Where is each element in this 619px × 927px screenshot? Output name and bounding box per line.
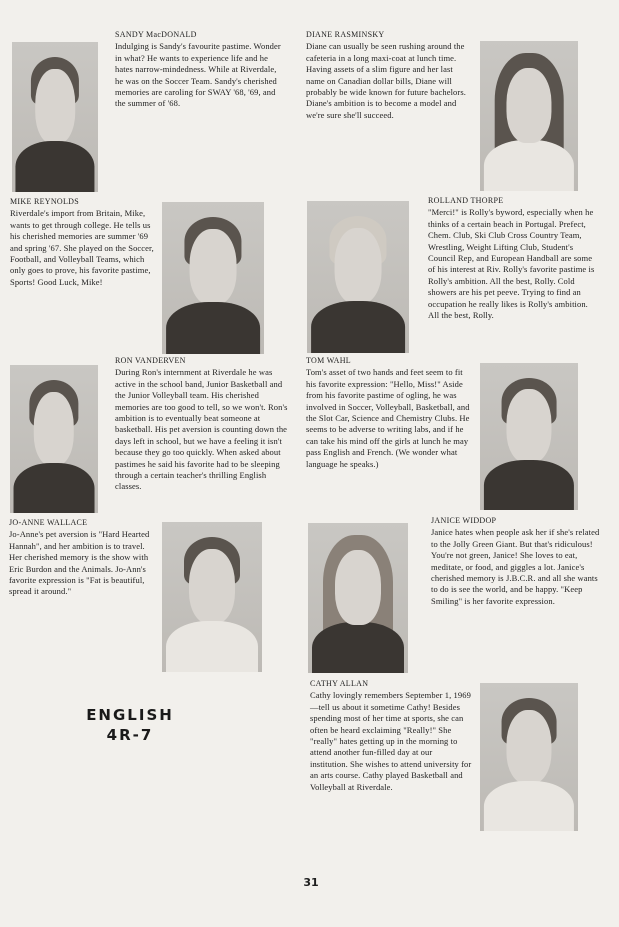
- bio-mike: [10, 196, 160, 288]
- student-bio-text: Indulging is Sandy's favourite pastime. Wonder in what? He wants to experience life and he hates narrow-mindedness. While at Riverdale, he was on the Soccer Team. Sandy's cherished memories are caroling for SWAY '68, '69, and the summer of '68.: [115, 41, 281, 109]
- portrait-photo-diane: [480, 41, 578, 191]
- bio-diane: [306, 29, 468, 121]
- portrait-photo-cathy: [480, 683, 578, 831]
- portrait-photo-mike: [162, 202, 264, 354]
- bio-janice: [431, 515, 603, 607]
- bio-sandy: [115, 29, 283, 110]
- class-title: [80, 705, 180, 745]
- portrait-photo-jo-anne: [162, 522, 262, 672]
- student-name: SANDY MacDONALD: [115, 30, 197, 39]
- class-title-code: 4R-7: [106, 726, 154, 744]
- student-name: MIKE REYNOLDS: [10, 197, 80, 206]
- student-bio-text: Tom's asset of two hands and feet seem to fit his favorite expression: "Hello, Miss!" Aside from his favorite pastime of ogling, he was involved in Soccer, Volleyball, Basketball, and the Slot Car, Science and Chemistry Clubs. He seems to be adverse to writing labs, and if he can take his mind off the girls at lunch he may pass English and French. (We wonder what language he speaks.): [306, 367, 470, 469]
- student-bio-text: Janice hates when people ask her if she's related to the Jolly Green Giant. But that's ridiculous! You're not green, Janice! She loves to eat, meditate, or food, and giggles a lot. Janice's cherished memory is J.B.C.R. and all she wants to do is see the world, and be happy. "Keep Smiling" is her favorite expression.: [431, 527, 600, 606]
- student-name: JO-ANNE WALLACE: [9, 518, 88, 527]
- student-bio-text: Jo-Anne's pet aversion is "Hard Hearted Hannah", and her ambition is to travel. Her cherished memory is the show with Eric Burdon and the Animals. Jo-Ann's favorite expression is "Fat is beautiful, spread it around.": [9, 529, 150, 597]
- bio-jo-anne: [9, 517, 159, 598]
- portrait-photo-janice: [308, 523, 408, 673]
- portrait-photo-rolland: [307, 201, 409, 353]
- student-bio-text: Riverdale's import from Britain, Mike, wants to get through college. He tells us his cherished memories are summer '69 and spring '67. She played on the Soccer, Football, and Volleyball Teams, which only goes to prove, his favorite pastime, Sports! Good Luck, Mike!: [10, 208, 154, 287]
- student-name: JANICE WIDDOP: [431, 516, 497, 525]
- portrait-photo-tom: [480, 363, 578, 510]
- student-name: CATHY ALLAN: [310, 679, 369, 688]
- student-name: TOM WAHL: [306, 356, 351, 365]
- student-bio-text: During Ron's internment at Riverdale he was active in the school band, Junior Basketball and the Junior Volleyball team. His cherished memories are too good to tell, so we won't. Ron's ambition is to eventually beat someone at basketball. His pet aversion is counting down the days left in school, but we have a feeling it isn't because they go too quickly. When asked about pastimes he said his favorite had to be sleeping through a certain teacher's thrilling English classes.: [115, 367, 288, 492]
- portrait-photo-sandy: [12, 42, 98, 192]
- portrait-photo-ron: [10, 365, 98, 513]
- bio-rolland: [428, 195, 600, 321]
- student-name: ROLLAND THORPE: [428, 196, 504, 205]
- bio-ron: [115, 355, 291, 493]
- student-name: RON VANDERVEN: [115, 356, 186, 365]
- student-name: DIANE RASMINSKY: [306, 30, 385, 39]
- student-bio-text: Cathy lovingly remembers September 1, 1969—tell us about it sometime Cathy! Besides spending most of her time at sports, she can often be heard exclaiming "Really!" She "really" hates getting up in the morning to attend another fun-filled day at our institution. She wishes to attend university for an arts course. Cathy played Basketball and Volleyball at Riverdale.: [310, 690, 472, 792]
- bio-cathy: [310, 678, 472, 793]
- student-bio-text: "Merci!" is Rolly's byword, especially when he thinks of a certain beach in Portugal. Prefect, Chem. Club, Ski Club Cross Country Team, Wrestling, Weight Lifting Club, Student's Council Rep, and European Handball are some of his interest at Riv. Rolly's favorite pastime is Rolly's ambition. All the best, Rolly. Cold showers are his pet peeve. Trying to find an occupation he really likes is Rolly's ambition. All the best, Rolly.: [428, 207, 595, 321]
- class-title-subject: ENGLISH: [86, 706, 174, 724]
- page-number: 31: [303, 876, 319, 889]
- bio-tom: [306, 355, 474, 470]
- student-bio-text: Diane can usually be seen rushing around the cafeteria in a long maxi-coat at lunch time. Having assets of a slim figure and her last name on Canadian dollar bills, Diane will probably be wide known for future bachelors. Diane's ambition is to become a model and we're sure she'll succeed.: [306, 41, 466, 120]
